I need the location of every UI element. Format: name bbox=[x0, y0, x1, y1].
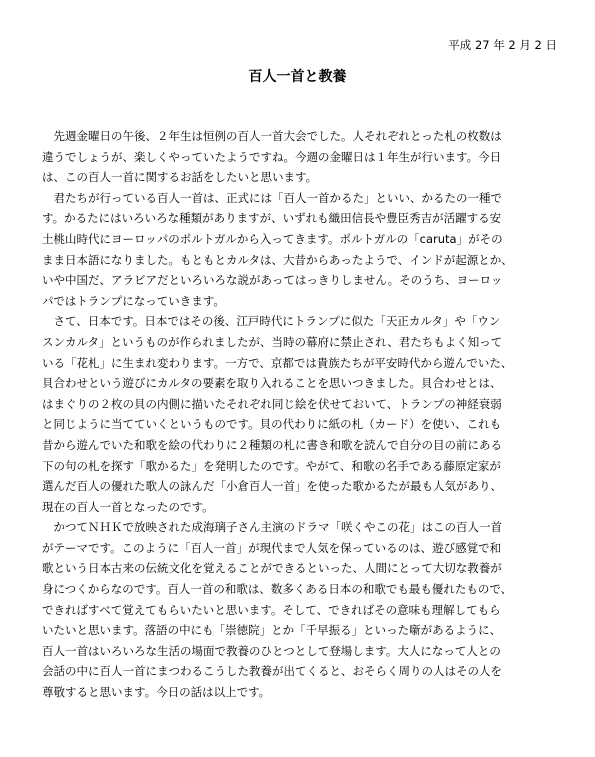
text-line: パではトランプになっていきます。 bbox=[42, 293, 225, 308]
text-line: 違うでしょうが、楽しくやっていたようですね。今週の金曜日は１年生が行います。今日 bbox=[42, 149, 502, 164]
text-line: 君たちが行っている百人一首は、正式には「百人一首かるた」といい、かるたの一種で bbox=[53, 190, 502, 205]
text-line: いや中国だ、アラビアだといろいろな説があってはっきりしません。そのうち、ヨーロッ bbox=[42, 273, 503, 288]
text-line: 歌という日本古来の伝統文化を覚えることができるといった、人間にとって大切な教養が bbox=[42, 561, 502, 576]
text-line: 尊敬すると思います。今日の話は以上です。 bbox=[42, 685, 271, 700]
text-line: 現在の百人一首となったのです。 bbox=[42, 499, 214, 514]
text-line: 会話の中に百人一首にまつわるこうした教養が出てくると、おそらく周りの人はその人を bbox=[42, 664, 502, 679]
text-line: 昔から遊んでいた和歌を絵の代わりに２種類の札に書き和歌を読んで自分の目の前にある bbox=[42, 437, 502, 452]
document-date: 平成 27 年 2 月 2 日 bbox=[448, 38, 557, 52]
text-line: 貝合わせという遊びにカルタの要素を取り入れることを思いつきました。貝合わせとは、 bbox=[42, 376, 502, 391]
text-line: と同じように当てていくというものです。貝の代わりに紙の札（カード）を使い、これも bbox=[42, 417, 502, 432]
document-title: 百人一首と教養 bbox=[248, 69, 347, 85]
text-line: はまぐりの２枚の貝の内側に描いたそれぞれ同じ絵を伏せておいて、トランプの神経衰弱 bbox=[42, 396, 502, 411]
paragraph-1 bbox=[42, 126, 564, 188]
text-line: かつてＮＨＫで放映された成海璃子さん主演のドラマ「咲くやこの花」はこの百人一首 bbox=[53, 520, 502, 535]
text-line: いたいと思います。落語の中にも「崇徳院」とか「千早振る」といった噺があるように、 bbox=[42, 623, 502, 638]
paragraph-3 bbox=[42, 311, 564, 517]
text-line: さて、日本です。日本ではその後、江戸時代にトランプに似た「天正カルタ」や「ウン bbox=[53, 314, 501, 329]
text-line: まま日本語になりました。もともとカルタは、大昔からあったようで、インドが起源とか、 bbox=[42, 252, 513, 267]
text-line: いる「花札」に生まれ変わります。一方で、京都では貴族たちが平安時代から遊んでいた、 bbox=[42, 355, 513, 370]
text-line: 身につくからなのです。百人一首の和歌は、数多くある日本の和歌でも最も優れたもので、 bbox=[42, 582, 513, 597]
text-line: 選んだ百人の優れた歌人の詠んだ「小倉百人一首」を使った歌かるたが最も人気があり、 bbox=[42, 479, 502, 494]
text-line: 下の句の札を探す「歌かるた」を発明したのです。やがて、和歌の名手である藤原定家が bbox=[42, 458, 501, 473]
text-line: す。かるたにはいろいろな種類がありますが、いずれも織田信長や豊臣秀吉が活躍する安 bbox=[42, 211, 502, 226]
paragraph-4 bbox=[42, 517, 564, 702]
text-line: 土桃山時代にヨーロッパのポルトガルから入ってきます。ポルトガルの「caruta」がその bbox=[42, 231, 503, 246]
text-line: スンカルタ」というものが作られましたが、当時の幕府に禁止され、君たちもよく知って bbox=[42, 334, 503, 349]
text-line: がテーマです。このように「百人一首」が現代まで人気を保っているのは、遊び感覚で和 bbox=[42, 540, 502, 555]
text-line: は、この百人一首に関するお話をしたいと思います。 bbox=[42, 170, 318, 185]
text-line: 百人一首はいろいろな生活の場面で教養のひとつとして登場します。大人になって人との bbox=[42, 643, 501, 658]
document-body bbox=[42, 126, 564, 703]
text-line: 先週金曜日の午後、２年生は恒例の百人一首大会でした。人それぞれとった札の枚数は bbox=[53, 129, 502, 143]
paragraph-2 bbox=[42, 188, 564, 312]
text-line: できればすべて覚えてもらいたいと思います。そして、できればその意味も理解してもら bbox=[42, 602, 501, 617]
